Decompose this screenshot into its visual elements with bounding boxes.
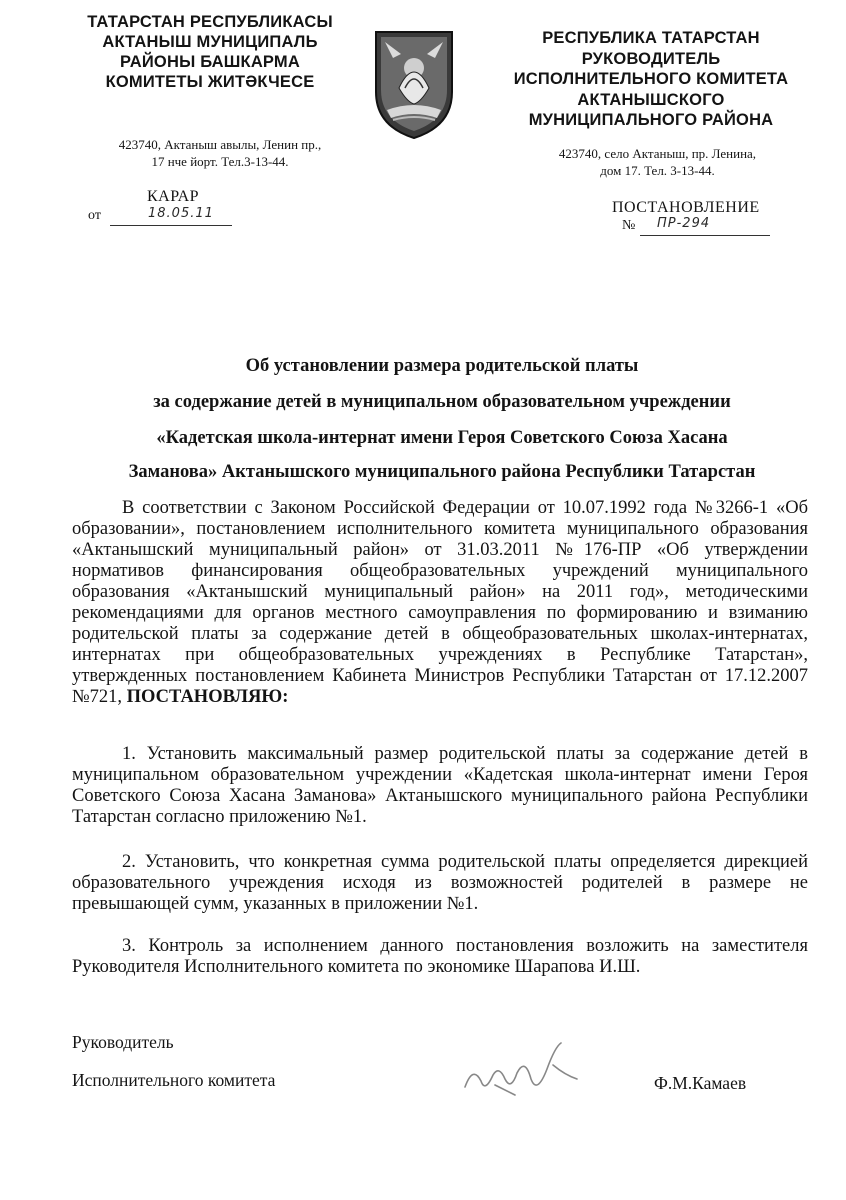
right-address-line: дом 17. Тел. 3-13-44. xyxy=(600,163,715,178)
left-address xyxy=(95,136,345,170)
right-header-line: АКТАНЫШСКОГО xyxy=(577,90,725,109)
left-header-line: КОМИТЕТЫ ЖИТӘКЧЕСЕ xyxy=(105,73,315,91)
decree-item-2: 2. Установить, что конкретная сумма родительской платы определяется дирекцией образовательного учреждения исходя из возможностей родителей в размере не превышающей сумм, указанных в приложении №1. xyxy=(72,852,808,914)
decree-item-3: 3. Контроль за исполнением данного постановления возложить на заместителя Руководителя Исполнительного комитета по экономике Шарапова И.Ш. xyxy=(72,936,808,977)
signature-position-line1: Руководитель xyxy=(72,1032,174,1052)
title-line: «Кадетская школа-интернат имени Героя Советского Союза Хасана xyxy=(156,428,728,448)
preamble-text: В соответствии с Законом Российской Федерации от 10.07.1992 года №3266-1 «Об образовании», постановлением исполнительного комитета муниципального образования «Актанышский муниципальный район» от 31.03.2011 №176-ПР «Об утверждении нормативов финансирования общеобразовательных учреждений муниципального образования «Актанышский муниципальный район» на 2011 год», методическими рекомендациями для органов местного самоуправления по формированию и взиманию родительской платы за содержание детей в общеобразовательных школах-интернатах, интернатах при общеобразовательных учреждениях в Республике Татарстан», утвержденных постановлением Кабинета Министров Республики Татарстан от 17.12.2007 №721, xyxy=(72,498,808,707)
right-address xyxy=(525,145,790,179)
right-number-handwritten: ПР-294 xyxy=(657,216,711,231)
right-header-line: РУКОВОДИТЕЛЬ xyxy=(581,49,721,68)
right-header-line: ИСПОЛНИТЕЛЬНОГО КОМИТЕТА xyxy=(513,70,789,88)
right-address-line: 423740, село Актаныш, пр. Ленина, xyxy=(558,146,757,161)
left-header-line: РАЙОНЫ БАШКАРМА xyxy=(120,53,300,71)
decree-word: ПОСТАНОВЛЯЮ: xyxy=(126,687,289,707)
right-header-line: МУНИЦИПАЛЬНОГО РАЙОНА xyxy=(528,111,774,129)
left-header-line: ТАТАРСТАН РЕСПУБЛИКАСЫ xyxy=(87,13,333,31)
signatory-name: Ф.М.Камаев xyxy=(654,1073,747,1093)
left-date-prefix: от xyxy=(88,208,101,223)
handwritten-signature xyxy=(455,1035,595,1105)
right-doc-type: ПОСТАНОВЛЕНИЕ xyxy=(612,199,760,216)
decree-item-1: 1. Установить максимальный размер родительской платы за содержание детей в муниципальном образовательном учреждении «Кадетская школа-интернат имени Героя Советского Союза Хасана Заманова» Актанышского муниципального района Республики Татарстан согласно приложению №1. xyxy=(72,744,808,827)
title-line: Об установлении размера родительской платы xyxy=(245,356,639,376)
preamble-paragraph xyxy=(72,498,808,708)
title-line: Заманова» Актанышского муниципального района Республики Татарстан xyxy=(128,462,756,482)
title-line: за содержание детей в муниципальном образовательном учреждении xyxy=(153,392,731,412)
right-header-title xyxy=(486,28,816,131)
left-address-line: 17 нче йорт. Тел.3-13-44. xyxy=(151,154,289,169)
right-number-underline xyxy=(640,235,770,236)
right-number-prefix: № xyxy=(622,218,636,233)
left-header-title xyxy=(60,12,360,92)
right-header-line: РЕСПУБЛИКА ТАТАРСТАН xyxy=(542,29,760,47)
coat-of-arms-emblem xyxy=(371,30,457,140)
left-date-handwritten: 18.05.11 xyxy=(148,206,214,221)
left-doc-type: КАРАР xyxy=(147,188,200,205)
left-date-underline xyxy=(110,225,232,226)
signature-position-line2: Исполнительного комитета xyxy=(72,1070,276,1090)
left-header-line: АКТАНЫШ МУНИЦИПАЛЬ xyxy=(102,33,318,51)
left-address-line: 423740, Актаныш авылы, Ленин пр., xyxy=(118,137,322,152)
